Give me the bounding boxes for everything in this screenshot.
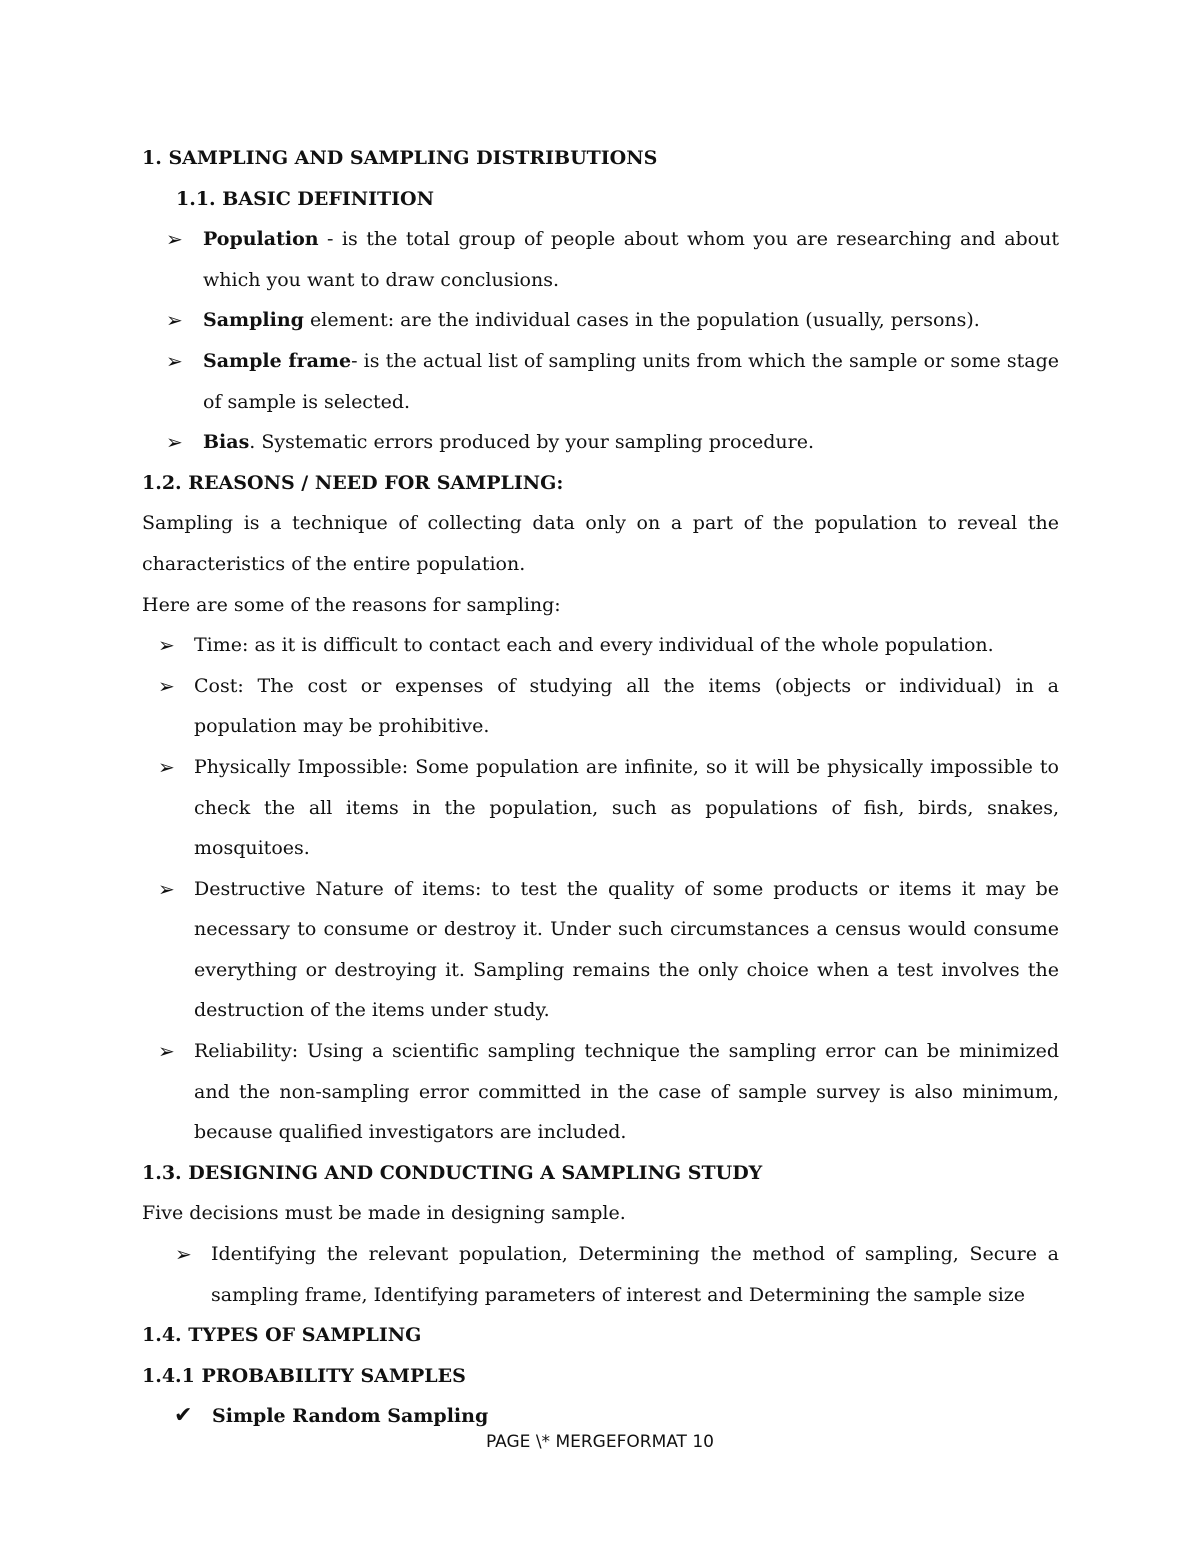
definition-text: - is the actual list of sampling units from which the sample or some stage of sample is selected.: [203, 349, 1060, 413]
paragraph: Five decisions must be made in designing sample.: [142, 1202, 626, 1225]
list-item: [142, 747, 1059, 869]
decisions-list: [142, 1234, 1059, 1315]
reason-text: Cost: The cost or expenses of studying all the items (objects or individual) in a population may be prohibitive.: [194, 674, 1059, 738]
term-bias: Bias: [203, 431, 250, 454]
list-item: [142, 422, 1059, 463]
arrow-bullet-icon: ➢: [175, 1242, 192, 1267]
heading-designing: 1.3. DESIGNING AND CONDUCTING A SAMPLING STUDY: [142, 1161, 763, 1184]
list-item: [142, 300, 1059, 341]
paragraph: Here are some of the reasons for sampling:: [142, 593, 561, 616]
checkmark-icon: ✔: [174, 1403, 193, 1429]
heading-basic-definition: 1.1. BASIC DEFINITION: [176, 187, 434, 210]
list-item: [142, 219, 1059, 300]
check-item-text: Simple Random Sampling: [212, 1405, 489, 1428]
definition-text: element: are the individual cases in the population (usually, persons).: [303, 309, 980, 332]
document-body: [142, 138, 1059, 1437]
arrow-bullet-icon: ➢: [166, 308, 183, 333]
list-item: [142, 1234, 1059, 1315]
definition-text: - is the total group of people about whom you are researching and about which you want to draw conclusions.: [203, 228, 1059, 291]
arrow-bullet-icon: ➢: [158, 673, 175, 698]
check-list-item: [142, 1396, 1059, 1437]
decision-text: Identifying the relevant population, Determining the method of sampling, Secure a sampling frame, Identifying parameters of interest and Determining the sample size: [211, 1243, 1059, 1306]
list-item: [142, 341, 1059, 422]
arrow-bullet-icon: ➢: [158, 876, 175, 901]
arrow-bullet-icon: ➢: [166, 430, 183, 455]
term-sample-frame: Sample frame: [203, 349, 352, 372]
term-sampling: Sampling: [203, 309, 304, 332]
definition-list: [142, 219, 1059, 463]
definition-text: . Systematic errors produced by your sampling procedure.: [249, 431, 815, 454]
list-item: [142, 625, 1059, 666]
heading-reasons: 1.2. REASONS / NEED FOR SAMPLING:: [142, 471, 564, 494]
list-item: [142, 869, 1059, 1031]
list-item: [142, 666, 1059, 747]
reasons-list: [142, 625, 1059, 1153]
arrow-bullet-icon: ➢: [166, 227, 183, 252]
arrow-bullet-icon: ➢: [158, 633, 175, 658]
arrow-bullet-icon: ➢: [158, 1039, 175, 1064]
reason-text: Time: as it is difficult to contact each and every individual of the whole population.: [194, 634, 994, 657]
arrow-bullet-icon: ➢: [166, 348, 183, 373]
section-title: 1. SAMPLING AND SAMPLING DISTRIBUTIONS: [142, 147, 658, 169]
reason-text: Destructive Nature of items: to test the quality of some products or items it may be necessary to consume or destroy it. Under such circumstances a census would consume everything or destroying it. Sampling remains the only choice when a test involves the destruction of the items under study.: [194, 877, 1059, 1022]
list-item: [142, 1031, 1059, 1153]
paragraph: Sampling is a technique of collecting data only on a part of the population to reveal the characteristics of the entire population.: [142, 512, 1059, 575]
term-population: Population: [203, 228, 319, 251]
arrow-bullet-icon: ➢: [158, 754, 175, 779]
heading-types: 1.4. TYPES OF SAMPLING: [142, 1324, 422, 1347]
heading-probability-samples: 1.4.1 PROBABILITY SAMPLES: [142, 1364, 466, 1387]
reason-text: Physically Impossible: Some population are infinite, so it will be physically impossible to check the all items in the population, such as populations of fish, birds, snakes, mosquitoes.: [194, 755, 1059, 860]
page-footer: PAGE \* MERGEFORMAT 10: [486, 1432, 714, 1452]
reason-text: Reliability: Using a scientific sampling technique the sampling error can be minimized and the non-sampling error committed in the case of sample survey is also minimum, because qualified investigators are included.: [194, 1040, 1059, 1144]
